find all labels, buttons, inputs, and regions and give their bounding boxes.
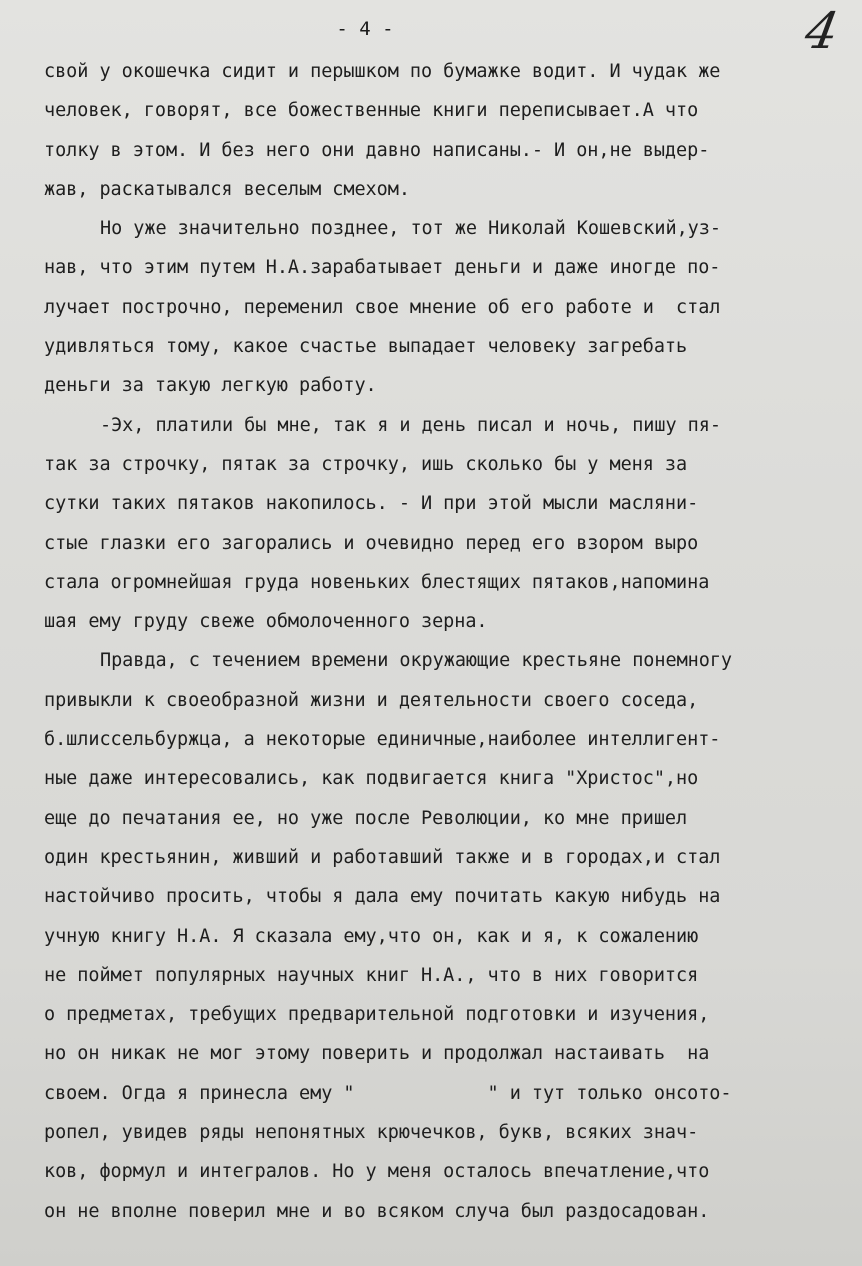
text-line: стала огромнейшая груда новеньких блестящих пятаков,напомина [44,571,710,593]
text-line: свой у окошечка сидит и перышком по бумажке водит. И чудак же [44,61,721,82]
text-line: настойчиво просить, чтобы я дала ему почитать какую нибудь на [44,886,721,908]
page-body [44,52,860,1231]
text-line: он не вполне поверил мне и во всяком случа был раздосадован. [44,1200,710,1222]
text-line: Правда, с течением времени окружающие крестьяне понемногу [100,650,733,672]
text-line: удивляться тому, какое счастье выпадает человеку загребать [44,336,688,358]
text-line: о предметах, требущих предварительной подготовки и изучения, [44,1004,710,1026]
text-line: толку в этом. И без него они давно написаны.- И он,не выдер- [44,139,710,161]
text-line: ные даже интересовались, как подвигается книга "Христос",но [44,768,699,790]
text-line: ков, формул и интегралов. Но у меня осталось впечатление,что [44,1161,710,1183]
text-line: человек, говорят, все божественные книги переписывает.А что [44,100,699,122]
text-line: учную книгу Н.А. Я сказала ему,что он, как и я, к сожалению [44,925,699,947]
text-line: еще до печатания ее, но уже после Революции, ко мне пришел [44,807,688,829]
text-line: не поймет популярных научных книг Н.А., что в них говорится [44,964,699,986]
text-line: деньги за такую легкую работу. [44,375,377,397]
text-line: лучает построчно, переменил свое мнение об его работе и стал [44,296,721,318]
text-line: Но уже значительно позднее, тот же Николай Кошевский,уз- [100,218,721,240]
text-line: нав, что этим путем Н.А.зарабатывает деньги и даже иногде по- [44,257,721,279]
text-line: своем. Огда я принесла ему " " и тут только онсото- [44,1082,732,1104]
text-line: б.шлиссельбуржца, а некоторые единичные,наиболее интеллигент- [44,729,721,751]
handwritten-page-mark: 4 [801,2,844,60]
text-line: привыкли к своеобразной жизни и деятельности своего соседа, [44,689,699,711]
text-line: ропел, увидев ряды непонятных крючечков, букв, всяких знач- [44,1122,699,1144]
text-line: стые глазки его загорались и очевидно перед его взором выро [44,532,699,554]
text-line: так за строчку, пятак за строчку, ишь сколько бы у меня за [44,453,688,475]
text-line: -Эх, платили бы мне, так я и день писал и ночь, пишу пя- [100,414,721,436]
text-line: сутки таких пятаков накопилось. - И при этой мысли масляни- [44,493,699,515]
page-number: - 4 - [336,18,394,40]
text-line: жав, раскатывался веселым смехом. [44,178,410,200]
text-line: шая ему груду свеже обмолоченного зерна. [44,611,488,633]
text-line: но он никак не мог этому поверить и продолжал настаивать на [44,1043,710,1065]
text-line: один крестьянин, живший и работавший также и в городах,и стал [44,846,721,868]
